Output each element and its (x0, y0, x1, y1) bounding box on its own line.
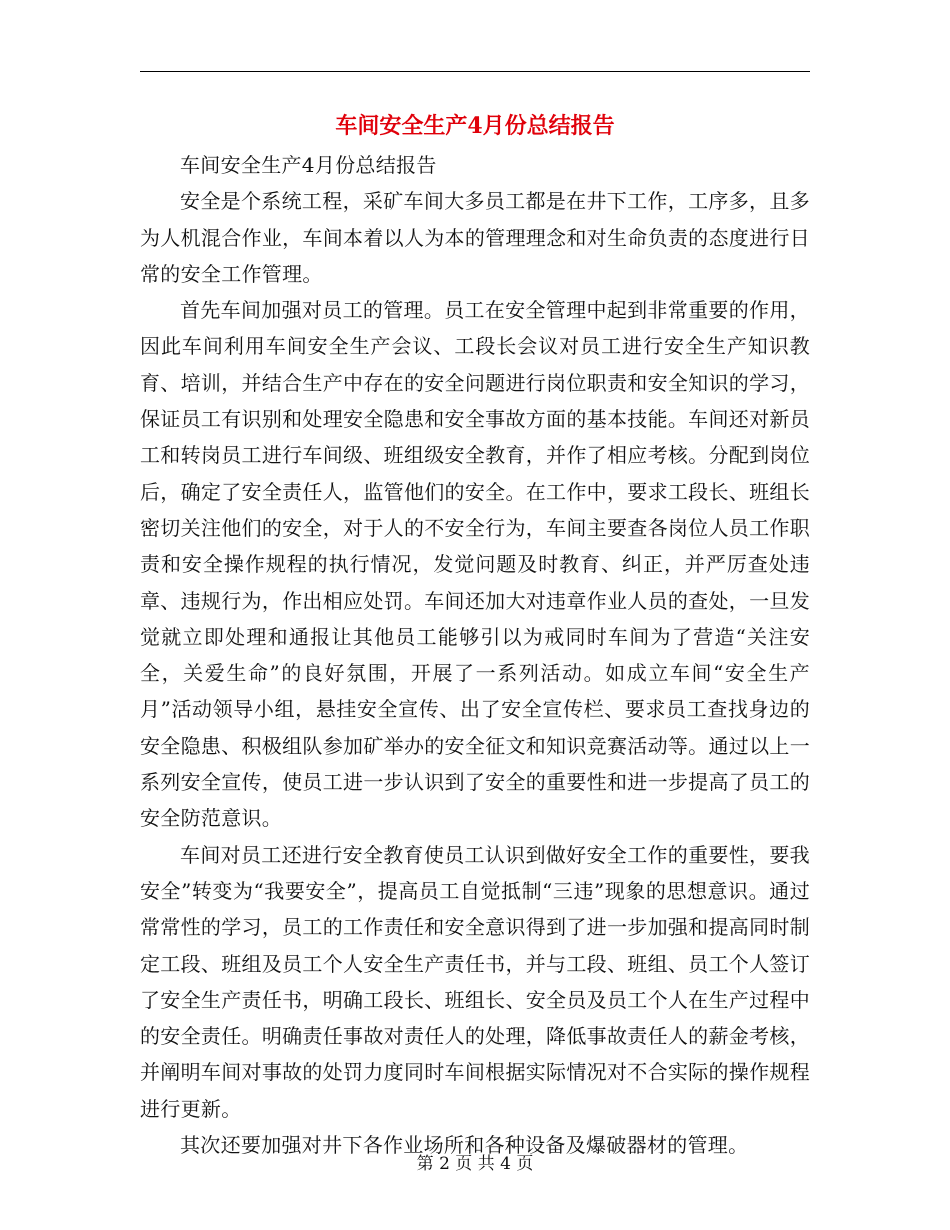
paragraph-equipment-management: 其次还要加强对井下各作业场所和各种设备及爆破器材的管理。 (180, 1133, 749, 1158)
paragraph-safety-education: 车间对员工还进行安全教育使员工认识到做好安全工作的重要性，要我安全”转变为“我要安全”，提高员工自觉抵制“三违”现象的思想意识。通过常常性的学习，员工的工作责任和安全意识得到了进一步加强和提高同时制定工段、班组及员工个人安全生产责任书，并与工段、班组、员工个人签订了安全生产责任书，明确工段长、班组长、安全员及员工个人在生产过程中的安全责任。明确责任事故对责任人的处理，降低事故责任人的薪金考核，并阐明车间对事故的处罚力度同时车间根据实际情况对不合实际的操作规程进行更新。 (140, 842, 810, 1121)
document-title: 车间安全生产4月份总结报告 (335, 113, 615, 139)
paragraph-intro: 安全是个系统工程，采矿车间大多员工都是在井下工作，工序多，且多为人机混合作业，车间本着以人为本的管理理念和对生命负责的态度进行日常的安全工作管理。 (140, 189, 810, 286)
document-body (140, 147, 810, 1163)
header-rule (140, 71, 810, 72)
paragraph-staff-management: 首先车间加强对员工的管理。员工在安全管理中起到非常重要的作用，因此车间利用车间安全生产会议、工段长会议对员工进行安全生产知识教育、培训，并结合生产中存在的安全问题进行岗位职责和安全知识的学习，保证员工有识别和处理安全隐患和安全事故方面的基本技能。车间还对新员工和转岗员工进行车间级、班组级安全教育，并作了相应考核。分配到岗位后，确定了安全责任人，监管他们的安全。在工作中，要求工段长、班组长密切关注他们的安全，对于人的不安全行为，车间主要查各岗位人员工作职责和安全操作规程的执行情况，发觉问题及时教育、纠正，并严厉查处违章、违规行为，作出相应处罚。车间还加大对违章作业人员的查处，一旦发觉就立即处理和通报让其他员工能够引以为戒同时车间为了营造“关注安全，关爱生命”的良好氛围，开展了一系列活动。如成立车间“安全生产月”活动领导小组，悬挂安全宣传、出了安全宣传栏、要求员工查找身边的安全隐患、积极组队参加矿举办的安全征文和知识竞赛活动等。通过以上一系列安全宣传，使员工进一步认识到了安全的重要性和进一步提高了员工的安全防范意识。 (140, 298, 810, 831)
paragraph-subtitle: 车间安全生产4月份总结报告 (180, 153, 437, 177)
page-number-footer: 第 2 页 共 4 页 (416, 1154, 534, 1174)
